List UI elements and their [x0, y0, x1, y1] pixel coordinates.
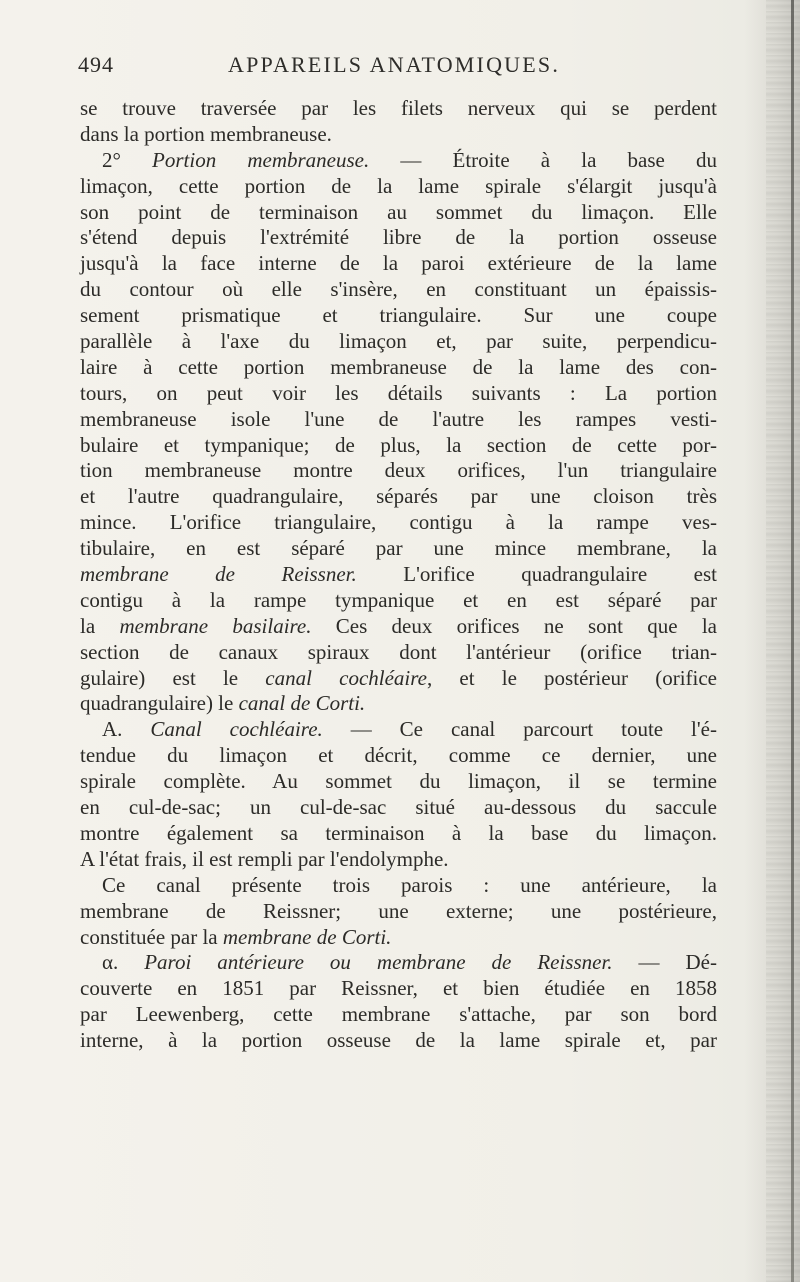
text-segment: montre également sa terminaison à la base du limaçon. — [80, 820, 717, 845]
italic-term: membrane de Corti. — [222, 924, 392, 949]
text-line — [80, 510, 717, 536]
text-segment: — Dé- — [612, 950, 717, 975]
running-title: APPAREILS ANATOMIQUES. — [228, 52, 561, 77]
text-line — [80, 614, 717, 640]
italic-term: membrane basilaire. — [119, 613, 312, 638]
text-segment: bulaire et tympanique; de plus, la section de cette por- — [80, 432, 717, 457]
text-line — [80, 148, 717, 174]
page-edge-shadow — [766, 0, 800, 1282]
text-segment: tion membraneuse montre deux orifices, l'un triangulaire — [80, 458, 717, 483]
italic-term: Paroi antérieure ou membrane de Reissner. — [144, 950, 613, 975]
text-segment: en cul-de-sac; un cul-de-sac situé au-dessous du saccule — [80, 795, 717, 820]
text-segment: tibulaire, en est séparé par une mince membrane, la — [80, 536, 717, 561]
text-segment: couverte en 1851 par Reissner, et bien étudiée en 1858 — [80, 976, 717, 1001]
text-segment: α. — [102, 950, 145, 975]
text-segment: quadrangulaire) le — [80, 691, 239, 716]
text-line — [80, 925, 717, 951]
text-segment: A l'état frais, il est rempli par l'endolymphe. — [80, 846, 449, 871]
text-line — [80, 847, 717, 873]
text-segment: membraneuse isole l'une de l'autre les rampes vesti- — [80, 406, 717, 431]
text-segment: — Ce canal parcourt toute l'é- — [322, 717, 717, 742]
text-segment: limaçon, cette portion de la lame spirale s'élargit jusqu'à — [80, 173, 717, 198]
page-binding-edge — [791, 0, 794, 1282]
text-line — [80, 873, 717, 899]
italic-term: Portion membraneuse. — [152, 147, 370, 172]
text-segment: sement prismatique et triangulaire. Sur une coupe — [80, 303, 717, 328]
text-line — [80, 717, 717, 743]
text-line — [80, 588, 717, 614]
text-line — [80, 743, 717, 769]
text-segment: la — [80, 613, 120, 638]
text-line — [80, 407, 717, 433]
text-line — [80, 691, 717, 717]
text-line — [80, 950, 717, 976]
italic-term: membrane de Reissner. — [80, 562, 357, 587]
body-text — [80, 96, 717, 1054]
text-segment: 2° — [102, 147, 153, 172]
text-line — [80, 174, 717, 200]
text-line — [80, 200, 717, 226]
text-line — [80, 433, 717, 459]
text-segment: tendue du limaçon et décrit, comme ce dernier, une — [80, 743, 717, 768]
text-line — [80, 769, 717, 795]
text-segment: parallèle à l'axe du limaçon et, par suite, perpendicu- — [80, 329, 717, 354]
text-segment: laire à cette portion membraneuse de la lame des con- — [80, 354, 717, 379]
text-segment: par Leewenberg, cette membrane s'attache, par son bord — [80, 1002, 717, 1027]
text-segment: spirale complète. Au sommet du limaçon, il se termine — [80, 769, 717, 794]
text-line — [80, 381, 717, 407]
text-line — [80, 976, 717, 1002]
italic-term: Canal cochléaire. — [150, 717, 323, 742]
text-line — [80, 1002, 717, 1028]
text-segment: constituée par la — [80, 924, 223, 949]
text-segment: dans la portion membraneuse. — [80, 121, 332, 146]
text-segment: L'orifice quadrangulaire est — [356, 562, 717, 587]
text-segment: se trouve traversée par les filets nerveux qui se perdent — [80, 96, 717, 120]
text-line — [80, 277, 717, 303]
text-segment: gulaire) est le — [80, 665, 266, 690]
text-line — [80, 355, 717, 381]
text-segment: Ce canal présente trois parois : une antérieure, la — [102, 872, 717, 897]
text-line — [80, 122, 717, 148]
italic-term: canal de Corti. — [238, 691, 366, 716]
text-segment: et l'autre quadrangulaire, séparés par une cloison très — [80, 484, 717, 509]
text-line — [80, 821, 717, 847]
text-line — [80, 484, 717, 510]
text-segment: , et le postérieur (orifice — [426, 665, 717, 690]
text-line — [80, 562, 717, 588]
text-segment: tours, on peut voir les détails suivants : La portion — [80, 380, 717, 405]
text-line — [80, 458, 717, 484]
text-line — [80, 329, 717, 355]
text-line — [80, 225, 717, 251]
text-segment: membrane de Reissner; une externe; une postérieure, — [80, 898, 717, 923]
text-line — [80, 640, 717, 666]
text-segment: jusqu'à la face interne de la paroi extérieure de la lame — [80, 251, 717, 276]
text-line — [80, 96, 717, 122]
italic-term: canal cochléaire — [265, 665, 427, 690]
text-segment: — Étroite à la base du — [369, 147, 718, 172]
text-segment: A. — [102, 717, 151, 742]
text-line — [80, 1028, 717, 1054]
text-segment: du contour où elle s'insère, en constituant un épaissis- — [80, 277, 717, 302]
text-segment: mince. L'orifice triangulaire, contigu à la rampe ves- — [80, 510, 717, 535]
page-header — [78, 52, 718, 88]
text-line — [80, 795, 717, 821]
text-line — [80, 536, 717, 562]
text-line — [80, 303, 717, 329]
text-line — [80, 899, 717, 925]
text-segment: s'étend depuis l'extrémité libre de la portion osseuse — [80, 225, 717, 250]
page-number: 494 — [78, 52, 114, 77]
text-line — [80, 666, 717, 692]
text-line — [80, 251, 717, 277]
text-segment: section de canaux spiraux dont l'antérieur (orifice trian- — [80, 639, 717, 664]
text-segment: Ces deux orifices ne sont que la — [311, 613, 718, 638]
text-segment: son point de terminaison au sommet du limaçon. Elle — [80, 199, 717, 224]
text-segment: interne, à la portion osseuse de la lame spirale et, par — [80, 1028, 717, 1053]
text-segment: contigu à la rampe tympanique et en est séparé par — [80, 587, 717, 612]
